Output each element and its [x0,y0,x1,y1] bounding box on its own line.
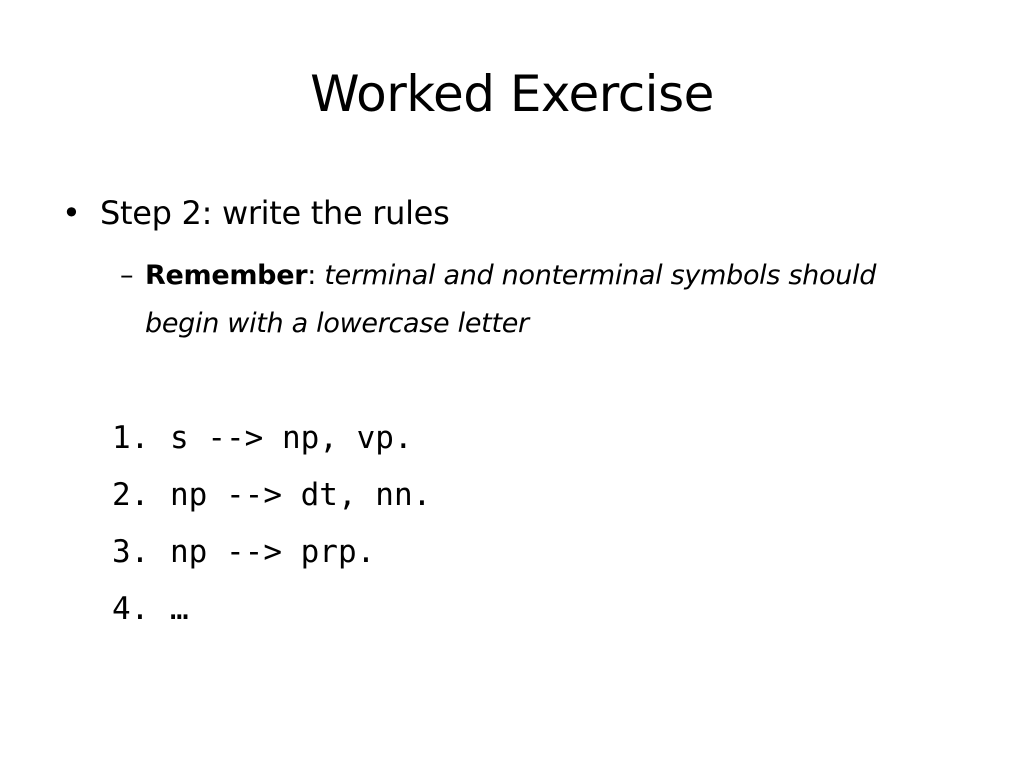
remember-text: terminal and nonterminal symbols should begin with a lowercase letter [145,260,877,339]
rule-item [112,581,812,638]
rule-text: … [170,591,189,627]
rule-item [112,524,812,581]
rule-text: np --> dt, nn. [170,477,432,513]
sub-bullet-content [145,252,920,348]
bullet-step [62,190,962,236]
sub-bullet-remember [120,252,920,348]
bullet-marker: • [62,194,81,232]
rule-item [112,467,812,524]
sub-bullet-marker: – [120,260,134,291]
rule-number: 3. [112,534,150,570]
rule-item [112,410,812,467]
rule-text: s --> np, vp. [170,420,413,456]
rule-text: np --> prp. [170,534,376,570]
remember-label: Remember [145,260,308,291]
rule-number: 1. [112,420,150,456]
rule-number: 2. [112,477,150,513]
bullet-text: Step 2: write the rules [100,194,450,232]
remember-colon: : [307,260,317,291]
rules-list [112,410,812,638]
slide-title: Worked Exercise [310,65,714,123]
rule-number: 4. [112,591,150,627]
